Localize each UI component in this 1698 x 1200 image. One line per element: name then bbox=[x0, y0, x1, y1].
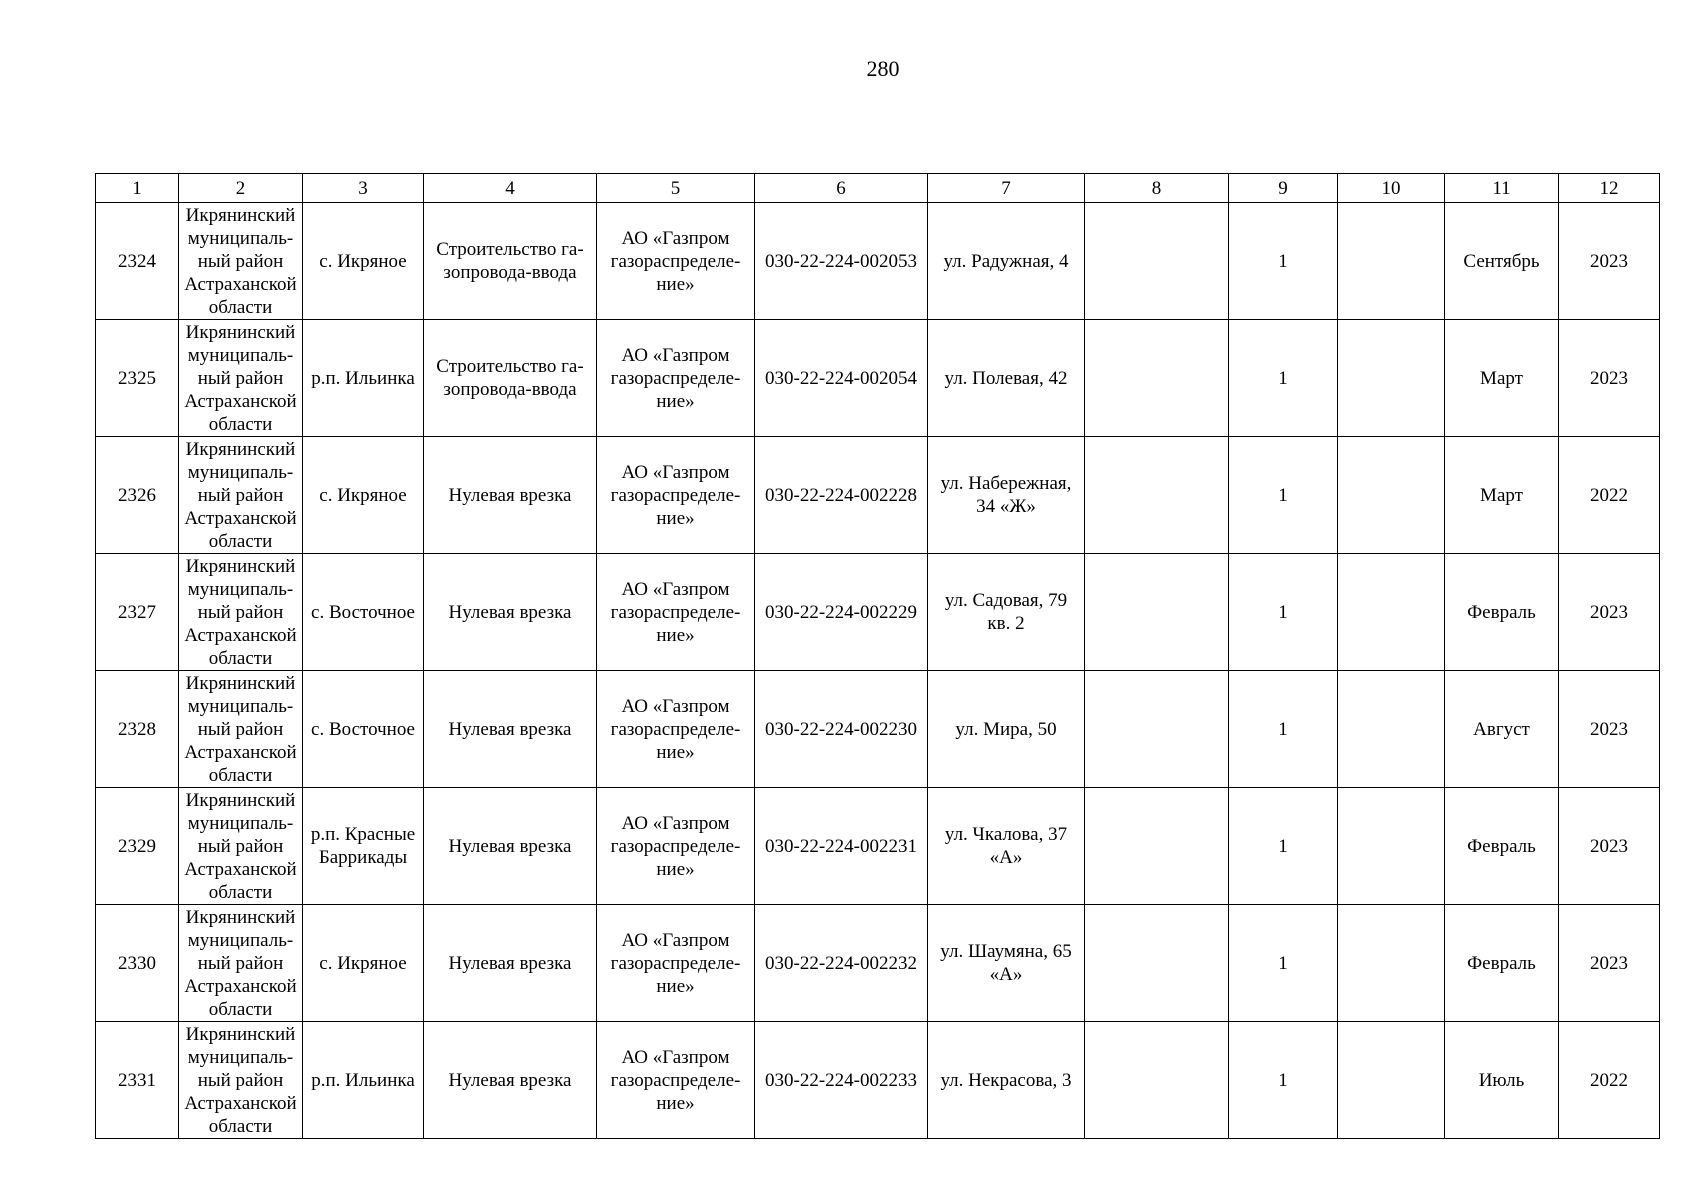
column-number-cell: 7 bbox=[928, 174, 1085, 203]
year-cell: 2023 bbox=[1559, 203, 1660, 320]
address-cell: ул. Чкалова, 37 «А» bbox=[928, 788, 1085, 905]
column-number-cell: 12 bbox=[1559, 174, 1660, 203]
table-row bbox=[96, 437, 1660, 554]
organization-cell: АО «Газпром газораспределе- ние» bbox=[597, 905, 755, 1022]
column-number-cell: 5 bbox=[597, 174, 755, 203]
address-cell: ул. Мира, 50 bbox=[928, 671, 1085, 788]
quantity-cell: 1 bbox=[1229, 203, 1338, 320]
table-row bbox=[96, 788, 1660, 905]
district-cell: Икрянинский муниципаль- ный район Астраханской области bbox=[179, 554, 303, 671]
table-row bbox=[96, 1022, 1660, 1139]
column-8-cell bbox=[1085, 320, 1229, 437]
column-number-cell: 6 bbox=[755, 174, 928, 203]
quantity-cell: 1 bbox=[1229, 671, 1338, 788]
column-number-cell: 11 bbox=[1445, 174, 1559, 203]
table-body bbox=[96, 174, 1660, 1139]
locality-cell: с. Икряное bbox=[303, 203, 424, 320]
column-8-cell bbox=[1085, 788, 1229, 905]
quantity-cell: 1 bbox=[1229, 554, 1338, 671]
month-cell: Февраль bbox=[1445, 554, 1559, 671]
organization-cell: АО «Газпром газораспределе- ние» bbox=[597, 437, 755, 554]
year-cell: 2023 bbox=[1559, 788, 1660, 905]
record-number-cell: 2329 bbox=[96, 788, 179, 905]
district-cell: Икрянинский муниципаль- ный район Астраханской области bbox=[179, 671, 303, 788]
locality-cell: с. Восточное bbox=[303, 671, 424, 788]
district-cell: Икрянинский муниципаль- ный район Астраханской области bbox=[179, 320, 303, 437]
address-cell: ул. Полевая, 42 bbox=[928, 320, 1085, 437]
record-number-cell: 2327 bbox=[96, 554, 179, 671]
record-number-cell: 2325 bbox=[96, 320, 179, 437]
district-cell: Икрянинский муниципаль- ный район Астраханской области bbox=[179, 788, 303, 905]
register-table bbox=[95, 173, 1660, 1139]
year-cell: 2023 bbox=[1559, 905, 1660, 1022]
address-cell: ул. Шаумяна, 65 «А» bbox=[928, 905, 1085, 1022]
record-number-cell: 2330 bbox=[96, 905, 179, 1022]
column-10-cell bbox=[1338, 1022, 1445, 1139]
month-cell: Март bbox=[1445, 437, 1559, 554]
locality-cell: с. Икряное bbox=[303, 437, 424, 554]
record-number-cell: 2328 bbox=[96, 671, 179, 788]
work-type-cell: Нулевая врезка bbox=[424, 671, 597, 788]
organization-cell: АО «Газпром газораспределе- ние» bbox=[597, 554, 755, 671]
quantity-cell: 1 bbox=[1229, 788, 1338, 905]
column-number-cell: 4 bbox=[424, 174, 597, 203]
year-cell: 2022 bbox=[1559, 437, 1660, 554]
work-type-cell: Нулевая врезка bbox=[424, 788, 597, 905]
quantity-cell: 1 bbox=[1229, 1022, 1338, 1139]
organization-cell: АО «Газпром газораспределе- ние» bbox=[597, 671, 755, 788]
quantity-cell: 1 bbox=[1229, 905, 1338, 1022]
column-8-cell bbox=[1085, 554, 1229, 671]
district-cell: Икрянинский муниципаль- ный район Астраханской области bbox=[179, 203, 303, 320]
column-10-cell bbox=[1338, 671, 1445, 788]
column-number-cell: 10 bbox=[1338, 174, 1445, 203]
object-code-cell: 030-22-224-002054 bbox=[755, 320, 928, 437]
table-row bbox=[96, 203, 1660, 320]
column-number-cell: 3 bbox=[303, 174, 424, 203]
column-number-cell: 9 bbox=[1229, 174, 1338, 203]
table-row bbox=[96, 320, 1660, 437]
month-cell: Сентябрь bbox=[1445, 203, 1559, 320]
locality-cell: с. Восточное bbox=[303, 554, 424, 671]
column-10-cell bbox=[1338, 788, 1445, 905]
district-cell: Икрянинский муниципаль- ный район Астраханской области bbox=[179, 1022, 303, 1139]
table-row bbox=[96, 554, 1660, 671]
work-type-cell: Строительство га- зопровода-ввода bbox=[424, 203, 597, 320]
column-10-cell bbox=[1338, 554, 1445, 671]
organization-cell: АО «Газпром газораспределе- ние» bbox=[597, 203, 755, 320]
object-code-cell: 030-22-224-002231 bbox=[755, 788, 928, 905]
locality-cell: р.п. Ильинка bbox=[303, 320, 424, 437]
table-row bbox=[96, 671, 1660, 788]
column-10-cell bbox=[1338, 437, 1445, 554]
object-code-cell: 030-22-224-002233 bbox=[755, 1022, 928, 1139]
column-number-row bbox=[96, 174, 1660, 203]
work-type-cell: Строительство га- зопровода-ввода bbox=[424, 320, 597, 437]
locality-cell: р.п. Ильинка bbox=[303, 1022, 424, 1139]
year-cell: 2023 bbox=[1559, 320, 1660, 437]
column-10-cell bbox=[1338, 203, 1445, 320]
column-8-cell bbox=[1085, 905, 1229, 1022]
column-10-cell bbox=[1338, 320, 1445, 437]
year-cell: 2022 bbox=[1559, 1022, 1660, 1139]
object-code-cell: 030-22-224-002229 bbox=[755, 554, 928, 671]
locality-cell: р.п. Красные Баррикады bbox=[303, 788, 424, 905]
object-code-cell: 030-22-224-002053 bbox=[755, 203, 928, 320]
record-number-cell: 2326 bbox=[96, 437, 179, 554]
year-cell: 2023 bbox=[1559, 671, 1660, 788]
quantity-cell: 1 bbox=[1229, 320, 1338, 437]
address-cell: ул. Набережная, 34 «Ж» bbox=[928, 437, 1085, 554]
object-code-cell: 030-22-224-002228 bbox=[755, 437, 928, 554]
record-number-cell: 2324 bbox=[96, 203, 179, 320]
column-8-cell bbox=[1085, 1022, 1229, 1139]
month-cell: Июль bbox=[1445, 1022, 1559, 1139]
work-type-cell: Нулевая врезка bbox=[424, 905, 597, 1022]
year-cell: 2023 bbox=[1559, 554, 1660, 671]
month-cell: Август bbox=[1445, 671, 1559, 788]
month-cell: Февраль bbox=[1445, 788, 1559, 905]
locality-cell: с. Икряное bbox=[303, 905, 424, 1022]
organization-cell: АО «Газпром газораспределе- ние» bbox=[597, 1022, 755, 1139]
object-code-cell: 030-22-224-002232 bbox=[755, 905, 928, 1022]
record-number-cell: 2331 bbox=[96, 1022, 179, 1139]
address-cell: ул. Радужная, 4 bbox=[928, 203, 1085, 320]
column-number-cell: 8 bbox=[1085, 174, 1229, 203]
table-row bbox=[96, 905, 1660, 1022]
page-number: 280 bbox=[866, 56, 900, 81]
work-type-cell: Нулевая врезка bbox=[424, 1022, 597, 1139]
column-8-cell bbox=[1085, 203, 1229, 320]
column-8-cell bbox=[1085, 437, 1229, 554]
district-cell: Икрянинский муниципаль- ный район Астраханской области bbox=[179, 437, 303, 554]
column-number-cell: 1 bbox=[96, 174, 179, 203]
object-code-cell: 030-22-224-002230 bbox=[755, 671, 928, 788]
work-type-cell: Нулевая врезка bbox=[424, 437, 597, 554]
month-cell: Март bbox=[1445, 320, 1559, 437]
column-10-cell bbox=[1338, 905, 1445, 1022]
work-type-cell: Нулевая врезка bbox=[424, 554, 597, 671]
organization-cell: АО «Газпром газораспределе- ние» bbox=[597, 788, 755, 905]
column-number-cell: 2 bbox=[179, 174, 303, 203]
quantity-cell: 1 bbox=[1229, 437, 1338, 554]
column-8-cell bbox=[1085, 671, 1229, 788]
address-cell: ул. Садовая, 79 кв. 2 bbox=[928, 554, 1085, 671]
organization-cell: АО «Газпром газораспределе- ние» bbox=[597, 320, 755, 437]
address-cell: ул. Некрасова, 3 bbox=[928, 1022, 1085, 1139]
month-cell: Февраль bbox=[1445, 905, 1559, 1022]
district-cell: Икрянинский муниципаль- ный район Астраханской области bbox=[179, 905, 303, 1022]
